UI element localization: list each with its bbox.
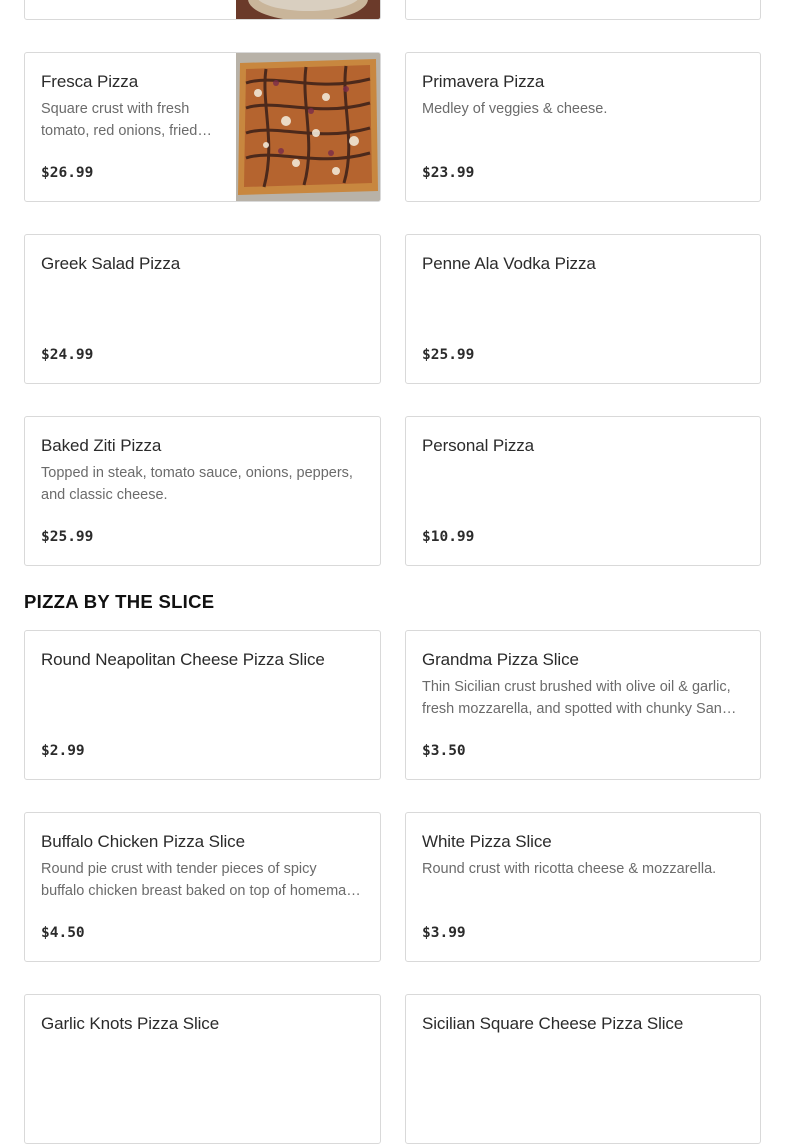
menu-item-name: Sicilian Square Cheese Pizza Slice	[422, 1014, 684, 1033]
menu-item-name: Greek Salad Pizza	[41, 254, 181, 273]
menu-item-card[interactable]	[24, 234, 381, 384]
menu-item-card-partial[interactable]	[24, 0, 381, 20]
menu-item-card[interactable]	[405, 52, 761, 202]
menu-item-name: Primavera Pizza	[422, 72, 545, 91]
menu-item-name: Buffalo Chicken Pizza Slice	[41, 832, 245, 851]
section-title: PIZZA BY THE SLICE	[24, 591, 215, 612]
menu-item-name: Grandma Pizza Slice	[422, 650, 579, 669]
menu-item-card[interactable]	[24, 52, 381, 202]
menu-item-name: Fresca Pizza	[41, 72, 139, 91]
menu-item-price: $24.99	[41, 347, 94, 363]
menu-item-price: $4.50	[41, 925, 85, 941]
menu-item-card[interactable]	[405, 994, 761, 1144]
menu-item-card[interactable]	[24, 630, 381, 780]
menu-item-price: $3.99	[422, 925, 466, 941]
menu-item-card-partial[interactable]	[405, 0, 761, 20]
menu-item-description: Thin Sicilian crust brushed with olive oil & garlic, fresh mozzarella, and spotted with chunky San…	[422, 679, 737, 717]
menu-item-name: Baked Ziti Pizza	[41, 436, 162, 455]
menu-item-price: $25.99	[41, 529, 94, 545]
menu-item-price: $23.99	[422, 165, 475, 181]
menu-item-description: Round crust with ricotta cheese & mozzarella.	[422, 861, 717, 877]
pizza-photo	[236, 0, 380, 19]
menu-item-description: Topped in steak, tomato sauce, onions, peppers, and classic cheese.	[41, 465, 353, 503]
menu-item-price: $3.50	[422, 743, 466, 759]
menu-item-description: Medley of veggies & cheese.	[422, 101, 608, 117]
menu-item-name: White Pizza Slice	[422, 832, 552, 851]
menu-item-name: Garlic Knots Pizza Slice	[41, 1014, 220, 1033]
menu-item-card[interactable]	[405, 234, 761, 384]
menu-item-price: $25.99	[422, 347, 475, 363]
menu-item-description: Round pie crust with tender pieces of spicy buffalo chicken breast baked on top of homema…	[41, 861, 361, 899]
menu-item-card[interactable]	[405, 416, 761, 566]
menu-item-card[interactable]	[24, 994, 381, 1144]
menu-item-card[interactable]	[24, 812, 381, 962]
menu-item-name: Personal Pizza	[422, 436, 534, 455]
menu-item-price: $26.99	[41, 165, 94, 181]
menu-item-card[interactable]	[405, 630, 761, 780]
menu-item-card[interactable]	[405, 812, 761, 962]
menu-item-name: Round Neapolitan Cheese Pizza Slice	[41, 650, 325, 669]
pizza-photo	[236, 53, 380, 201]
menu-item-price: $10.99	[422, 529, 475, 545]
menu-item-description: Square crust with fresh tomato, red onions, fried…	[41, 101, 212, 139]
menu-item-card[interactable]	[24, 416, 381, 566]
menu-item-price: $2.99	[41, 743, 85, 759]
menu-item-name: Penne Ala Vodka Pizza	[422, 254, 596, 273]
